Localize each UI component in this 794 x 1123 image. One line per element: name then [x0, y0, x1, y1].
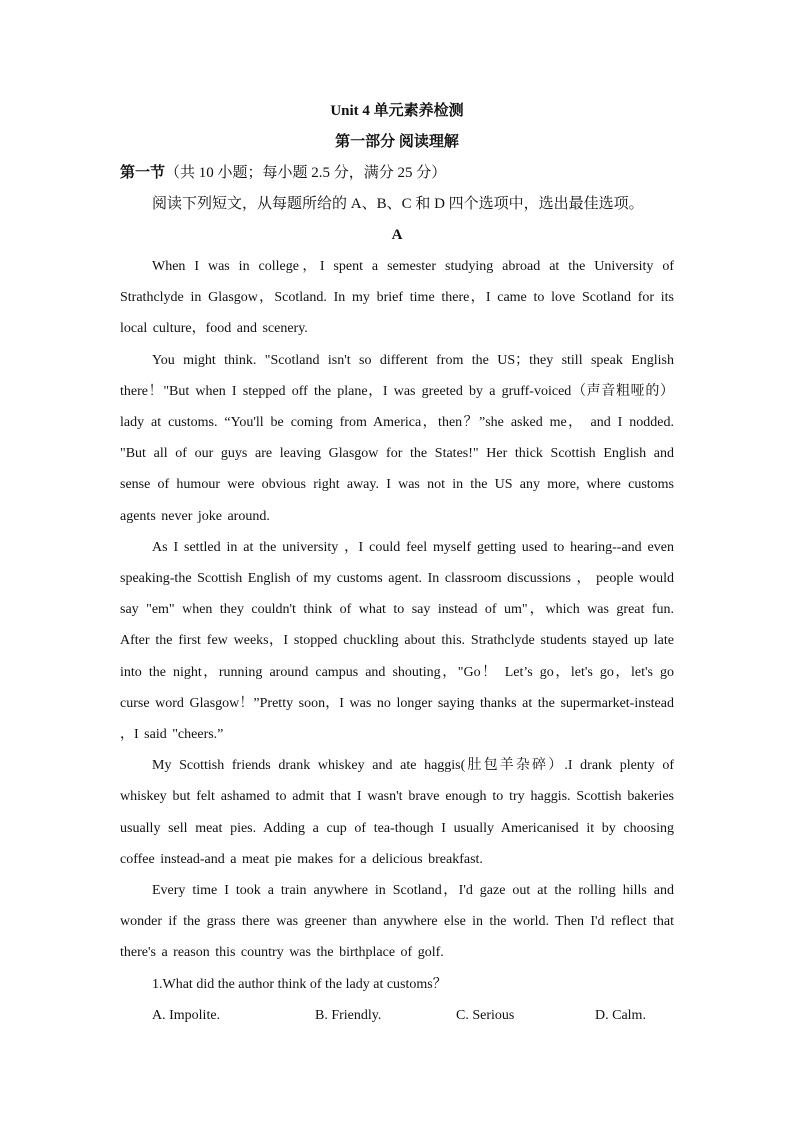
option-c: C. Serious	[456, 1007, 515, 1023]
section-instruction: 阅读下列短文，从每题所给的 A、B、C 和 D 四个选项中，选出最佳选项。	[152, 196, 644, 212]
passage-paragraph-2: You might think. "Scotland isn't so different from the US；they still speak English there！"But when I stepped off the plane，I was greeted by a gruff-voiced（声音粗哑的）lady at customs. “You'll be coming from America，then？”she asked me， and I nodded. "But all of our guys are leaving Glasgow for the States!" Her thick Scottish English and sense of humour were obvious right away. I was not in the US any more, where customs agents never joke around.	[120, 352, 674, 524]
question-1-stem: 1.What did the author think of the lady at customs？	[152, 976, 447, 992]
option-d: D. Calm.	[595, 1007, 646, 1023]
part-title: 第一部分 阅读理解	[335, 134, 459, 150]
document-page	[120, 96, 674, 1031]
option-b: B. Friendly.	[315, 1007, 382, 1023]
question-1-options	[120, 1000, 674, 1031]
passage-paragraph-3: As I settled in at the university ，I could feel myself getting used to hearing--and even speaking-the Scottish English of my customs agent. In classroom discussions ， people would say "em" when they couldn't think of what to say instead of um"，which was great fun. After the first few weeks，I stopped chuckling about this. Strathclyde students stayed up late into the night，running around campus and shouting，"Go！ Let’s go，let's go，let's go curse word Glasgow！”Pretty soon，I was no longer saying thanks at the supermarket-instead ，I said "cheers.”	[120, 539, 674, 743]
section-detail: （共 10 小题；每小题 2.5 分，满分 25 分）	[165, 165, 447, 181]
section-label: 第一节	[120, 165, 166, 181]
section-heading	[120, 158, 674, 189]
unit-title: Unit 4 单元素养检测	[330, 103, 464, 119]
passage-label: A	[391, 227, 403, 243]
passage-paragraph-5: Every time I took a train anywhere in Scotland，I'd gaze out at the rolling hills and wonder if the grass there was greener than anywhere else in the world. Then I'd reflect that there's a reason this country was the birthplace of golf.	[120, 883, 674, 961]
option-a: A. Impolite.	[152, 1007, 221, 1023]
passage-paragraph-4: My Scottish friends drank whiskey and ate haggis(肚包羊杂碎）.I drank plenty of whiskey but felt ashamed to admit that I wasn't brave enough to try haggis. Scottish bakeries usually sell meat pies. Adding a cup of tea-though I usually Americanised it by choosing coffee instead-and a meat pie makes for a delicious breakfast.	[120, 758, 674, 867]
passage-paragraph-1: When I was in college，I spent a semester studying abroad at the University of Strathclyde in Glasgow，Scotland. In my brief time there，I came to love Scotland for its local culture，food and scenery.	[120, 259, 674, 337]
